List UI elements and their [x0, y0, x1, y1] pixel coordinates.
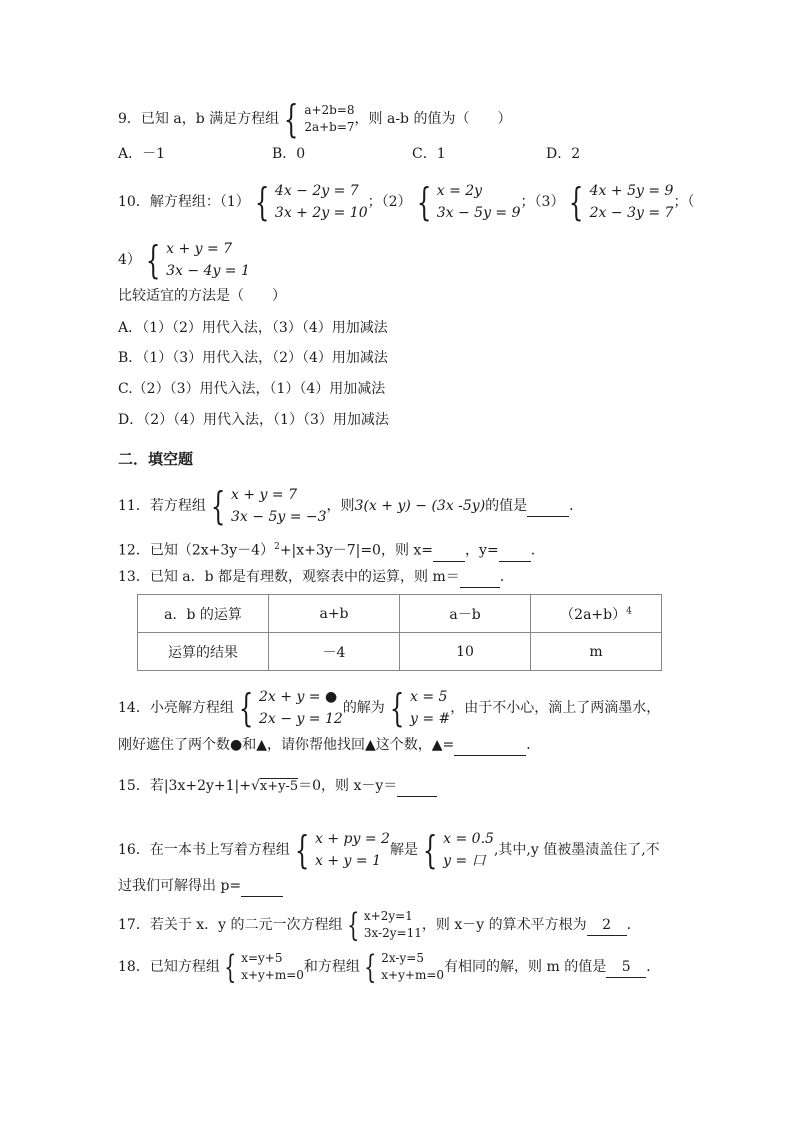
q18-system-1: { x=y+5 x+y+m=0 [223, 948, 304, 986]
q17-system: { x+2y=1 3x-2y=11 [346, 906, 422, 944]
q13-line: 13．已知 a．b 都是有理数，观察表中的运算，则 m＝ ． [118, 567, 514, 588]
q10-system-4: { x + y = 7 3x − 4y = 1 [145, 238, 250, 282]
table-cell: a－b [400, 595, 531, 633]
q10-system-3: { 4x + 5y = 9 2x − 3y = 7 [569, 180, 674, 224]
q10-option-a: A．（1）（2）用代入法，（3）（4）用加减法 [118, 320, 388, 336]
q14-line: 14．小亮解方程组 { 2x + y = ● 2x − y = 12 的解为 { x = 5 y = # ，由于不小心，滴上了两滴墨水， [118, 686, 661, 730]
q12-blank-x[interactable] [433, 541, 465, 562]
table-cell: $(2a+b)^4$ [531, 595, 662, 633]
q10-prefix: 10．解方程组：（1） [118, 194, 250, 210]
q16-solution: { x = 0.5 y = 口 [422, 828, 494, 872]
q16-blank[interactable] [241, 876, 283, 897]
table-row [138, 633, 662, 671]
q10-option-d: D．（2）（4）用代入法，（1）（3）用加减法 [118, 412, 389, 428]
q14-blank[interactable] [454, 735, 526, 756]
table-cell: －4 [269, 633, 400, 671]
section-heading: 二．填空题 [118, 450, 194, 468]
q11-blank[interactable] [527, 496, 569, 517]
q9-option-b: B．0 [272, 146, 306, 162]
q18-system-2: { 2x-y=5 x+y+m=0 [363, 948, 445, 986]
table-cell: 10 [400, 633, 531, 671]
q15-blank[interactable] [397, 776, 437, 797]
q11-system: { x + y = 7 3x − 5y = −3 [210, 484, 327, 528]
q18-line: 18．已知方程组 { x=y+5 x+y+m=0 和方程组 { 2x-y=5 x+y+m=0 有相同的解，则 m 的值是 5 ． [118, 948, 661, 986]
q12-line: 12．已知$(2x+3y-4)^2+|x+3y-7|=0$，则 x= ，y= ． [118, 537, 545, 562]
q9-eq2: 2a+b=7 [304, 120, 355, 134]
q9-option-c: C．1 [412, 146, 446, 162]
q15-radicand: x+y-5 [259, 779, 299, 794]
q10-line2: 4） { x + y = 7 3x − 4y = 1 [118, 238, 250, 282]
q11-line: 11．若方程组 { x + y = 7 3x − 5y = −3 ，则3(x + y) − (3x -5y)的值是 ． [118, 484, 584, 528]
q9-option-d: D．2 [546, 146, 581, 162]
q9-prefix: 9．已知 a，b 满足方程组 [118, 111, 280, 127]
q13-blank[interactable] [460, 567, 500, 588]
q9-system: { a+2b=8 2a+b=7 [283, 97, 355, 141]
q18-answer: 5 [606, 957, 646, 978]
q16-line: 16．在一本书上写着方程组 { x + py = 2 x + y = 1 解是 { x = 0.5 y = 口 ,其中,y 值被墨渍盖住了,不 [118, 828, 660, 872]
q9-option-a: A．－1 [118, 146, 166, 162]
q9-line [118, 97, 512, 141]
q14-system: { 2x + y = ● 2x − y = 12 [238, 686, 343, 730]
q15-line: 15．若|3x+2y+1|+√x+y-5＝0，则 x－y＝ [118, 776, 437, 797]
q13-table [137, 594, 662, 671]
q10-option-b: B．（1）（3）用代入法，（2）（4）用加减法 [118, 350, 388, 366]
table-row [138, 595, 662, 633]
q14-line2: 刚好遮住了两个数●和▲，请你帮他找回▲这个数，▲= ． [118, 735, 540, 756]
q10-question: 比较适宜的方法是（ ） [118, 288, 286, 304]
q10-system-2: { x = 2y 3x − 5y = 9 [416, 180, 521, 224]
q14-solution: { x = 5 y = # [389, 686, 451, 730]
table-cell: a．b 的运算 [138, 595, 269, 633]
q12-blank-y[interactable] [499, 541, 531, 562]
q10-line: 10．解方程组：（1） { 4x − 2y = 7 3x + 2y = 10 ；（2） { x = 2y 3x − 5y = 9 ；（3） { 4x + 5y = 9 2x − 3y = 7 ；（ [118, 180, 695, 224]
table-cell: 运算的结果 [138, 633, 269, 671]
q16-system: { x + py = 2 x + y = 1 [294, 828, 390, 872]
q11-expression: 3(x + y) − (3x -5y) [354, 498, 486, 514]
q17-answer: 2 [587, 915, 627, 936]
q16-line2: 过我们可解得出 p= [118, 876, 283, 897]
table-cell: a+b [269, 595, 400, 633]
q17-line: 17．若关于 x．y 的二元一次方程组 { x+2y=1 3x-2y=11 ，则 x－y 的算术平方根为 2 ． [118, 906, 641, 944]
q10-system-1: { 4x − 2y = 7 3x + 2y = 10 [254, 180, 368, 224]
table-cell: m [531, 633, 662, 671]
q10-option-c: C.（2）（3）用代入法，（1）（4）用加减法 [118, 381, 386, 397]
q9-eq1: a+2b=8 [304, 103, 355, 117]
q9-suffix: ，则 a-b 的值为（ ） [354, 111, 512, 127]
sqrt-icon: √ [250, 778, 260, 794]
